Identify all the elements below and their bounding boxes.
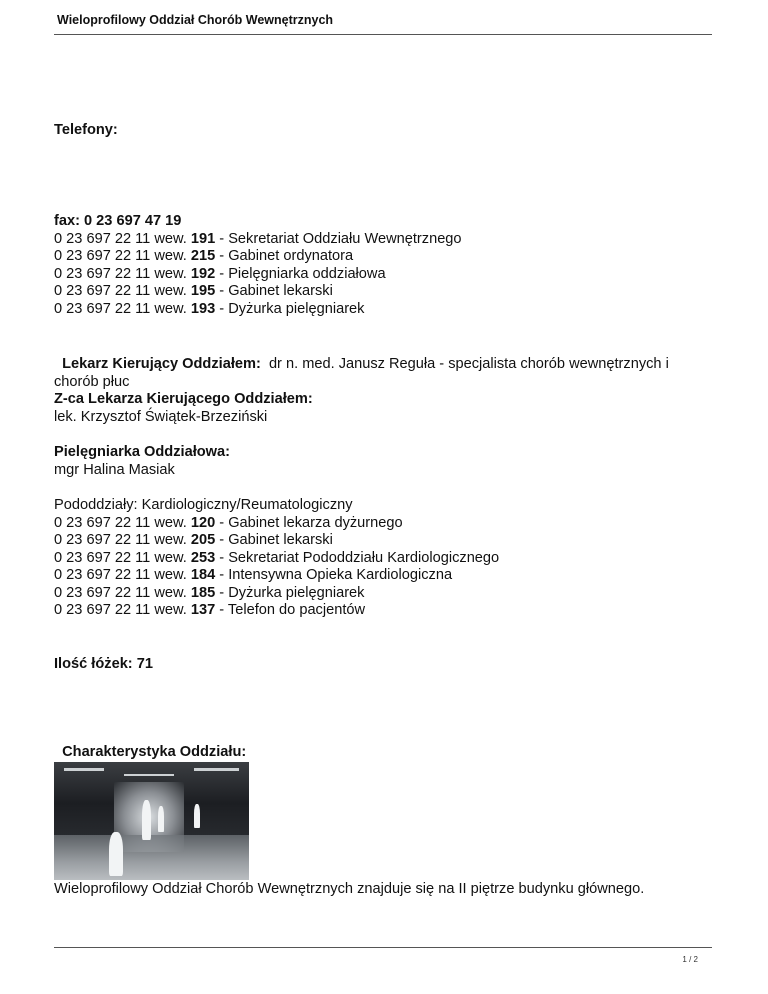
phone-line: 0 23 697 22 11 wew. 205 - Gabinet lekarski xyxy=(54,532,333,548)
pielegniarka-value: mgr Halina Masiak xyxy=(54,461,175,478)
zastepca-value: lek. Krzysztof Świątek-Brzeziński xyxy=(54,408,268,425)
pielegniarka-label: Pielęgniarka Oddziałowa: xyxy=(54,444,230,460)
phone-line: 0 23 697 22 11 wew. 192 - Pielęgniarka oddziałowa xyxy=(54,265,386,282)
beds-count: Ilość łóżek: 71 xyxy=(54,656,153,672)
zastepca-label: Z-ca Lekarza Kierującego Oddziałem: xyxy=(54,391,313,407)
phone-line: 0 23 697 22 11 wew. 184 - Intensywna Opieka Kardiologiczna xyxy=(54,567,453,583)
kierownik-label: Lekarz Kierujący Oddziałem: xyxy=(62,356,261,372)
phone-list xyxy=(54,213,714,318)
kierownik-value: dr n. med. Janusz Reguła - specjalista chorób wewnętrznych i chorób płuc xyxy=(54,356,669,390)
phone-line: 0 23 697 22 11 wew. 120 - Gabinet lekarza dyżurnego xyxy=(54,514,403,531)
description-text: Wieloprofilowy Oddział Chorób Wewnętrznych znajduje się na II piętrze budynku głównego. xyxy=(54,881,645,897)
person-silhouette xyxy=(142,800,151,840)
footer-divider xyxy=(54,947,712,948)
pododdzialy-title: Pododdziały: Kardiologiczny/Reumatologiczny xyxy=(54,497,353,513)
telefony-heading: Telefony: xyxy=(54,122,118,138)
phone-line: 0 23 697 22 11 wew. 195 - Gabinet lekarski xyxy=(54,283,333,299)
page-number: 1 / 2 xyxy=(682,955,698,964)
charakterystyka-heading: Charakterystyka Oddziału: xyxy=(62,744,247,760)
phone-line: 0 23 697 22 11 wew. 191 - Sekretariat Oddziału Wewnętrznego xyxy=(54,230,462,247)
hospital-corridor-photo xyxy=(54,762,249,880)
page-header-title: Wieloprofilowy Oddział Chorób Wewnętrznych xyxy=(57,13,334,27)
phone-line: 0 23 697 22 11 wew. 193 - Dyżurka pielęgniarek xyxy=(54,300,365,317)
kierownik-block xyxy=(54,356,714,426)
phone-line: 0 23 697 22 11 wew. 137 - Telefon do pacjentów xyxy=(54,602,366,618)
person-silhouette xyxy=(158,806,164,832)
phone-line: 0 23 697 22 11 wew. 185 - Dyżurka pielęgniarek xyxy=(54,584,365,601)
ceiling-light xyxy=(194,768,239,771)
fax-line: fax: 0 23 697 47 19 xyxy=(54,213,182,229)
header-divider xyxy=(54,34,712,35)
pododdzialy-list xyxy=(54,497,714,620)
person-silhouette xyxy=(109,832,123,876)
ceiling-light xyxy=(124,774,174,776)
person-silhouette xyxy=(194,804,200,828)
phone-line: 0 23 697 22 11 wew. 215 - Gabinet ordynatora xyxy=(54,248,354,264)
phone-line: 0 23 697 22 11 wew. 253 - Sekretariat Pododdziału Kardiologicznego xyxy=(54,549,500,566)
corridor-floor xyxy=(54,835,249,880)
ceiling-light xyxy=(64,768,104,771)
pielegniarka-block xyxy=(54,444,714,479)
